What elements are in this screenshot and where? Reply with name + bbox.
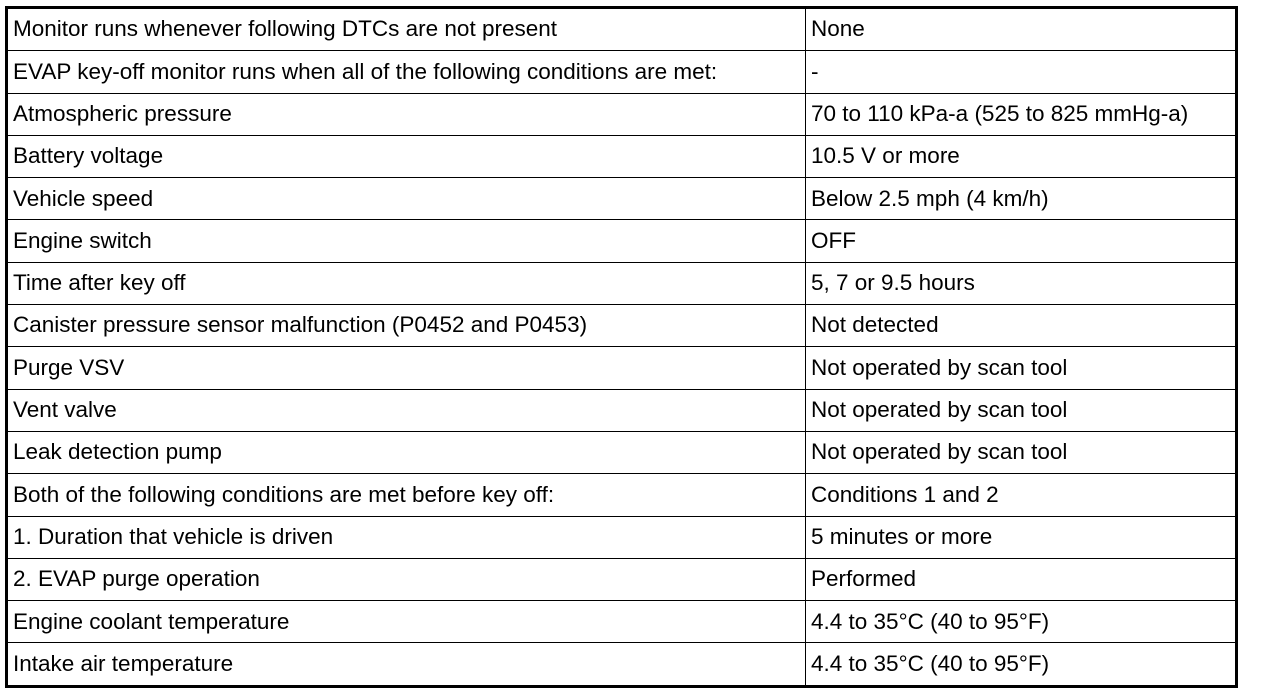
value-cell: 4.4 to 35°C (40 to 95°F): [806, 643, 1237, 686]
parameter-cell: Purge VSV: [7, 347, 806, 389]
parameter-cell: Both of the following conditions are met before key off:: [7, 474, 806, 516]
value-cell: Not operated by scan tool: [806, 431, 1237, 473]
parameter-cell: Engine coolant temperature: [7, 601, 806, 643]
table-row: [7, 474, 1237, 516]
value-cell: OFF: [806, 220, 1237, 262]
value-cell: Not operated by scan tool: [806, 389, 1237, 431]
parameter-cell: Monitor runs whenever following DTCs are not present: [7, 8, 806, 51]
value-cell: 5 minutes or more: [806, 516, 1237, 558]
parameter-cell: EVAP key-off monitor runs when all of the following conditions are met:: [7, 51, 806, 93]
parameter-cell: Vehicle speed: [7, 178, 806, 220]
table-row: [7, 262, 1237, 304]
value-cell: Performed: [806, 558, 1237, 600]
table-row: [7, 178, 1237, 220]
monitor-conditions-table: [5, 6, 1238, 688]
table-row: [7, 643, 1237, 686]
parameter-cell: Leak detection pump: [7, 431, 806, 473]
parameter-cell: Engine switch: [7, 220, 806, 262]
value-cell: Conditions 1 and 2: [806, 474, 1237, 516]
parameter-cell: Atmospheric pressure: [7, 93, 806, 135]
table-row: [7, 516, 1237, 558]
table-row: [7, 220, 1237, 262]
parameter-cell: 2. EVAP purge operation: [7, 558, 806, 600]
table-row: [7, 305, 1237, 347]
table-row: [7, 601, 1237, 643]
table-row: [7, 8, 1237, 51]
table-row: [7, 558, 1237, 600]
value-cell: 4.4 to 35°C (40 to 95°F): [806, 601, 1237, 643]
parameter-cell: 1. Duration that vehicle is driven: [7, 516, 806, 558]
value-cell: Not detected: [806, 305, 1237, 347]
value-cell: Below 2.5 mph (4 km/h): [806, 178, 1237, 220]
value-cell: 5, 7 or 9.5 hours: [806, 262, 1237, 304]
table-row: [7, 347, 1237, 389]
value-cell: None: [806, 8, 1237, 51]
value-cell: 10.5 V or more: [806, 135, 1237, 177]
table-row: [7, 93, 1237, 135]
table-row: [7, 431, 1237, 473]
parameter-cell: Intake air temperature: [7, 643, 806, 686]
parameter-cell: Canister pressure sensor malfunction (P0452 and P0453): [7, 305, 806, 347]
value-cell: 70 to 110 kPa-a (525 to 825 mmHg-a): [806, 93, 1237, 135]
value-cell: -: [806, 51, 1237, 93]
parameter-cell: Battery voltage: [7, 135, 806, 177]
table-row: [7, 389, 1237, 431]
value-cell: Not operated by scan tool: [806, 347, 1237, 389]
parameter-cell: Vent valve: [7, 389, 806, 431]
table-row: [7, 51, 1237, 93]
parameter-cell: Time after key off: [7, 262, 806, 304]
table-row: [7, 135, 1237, 177]
